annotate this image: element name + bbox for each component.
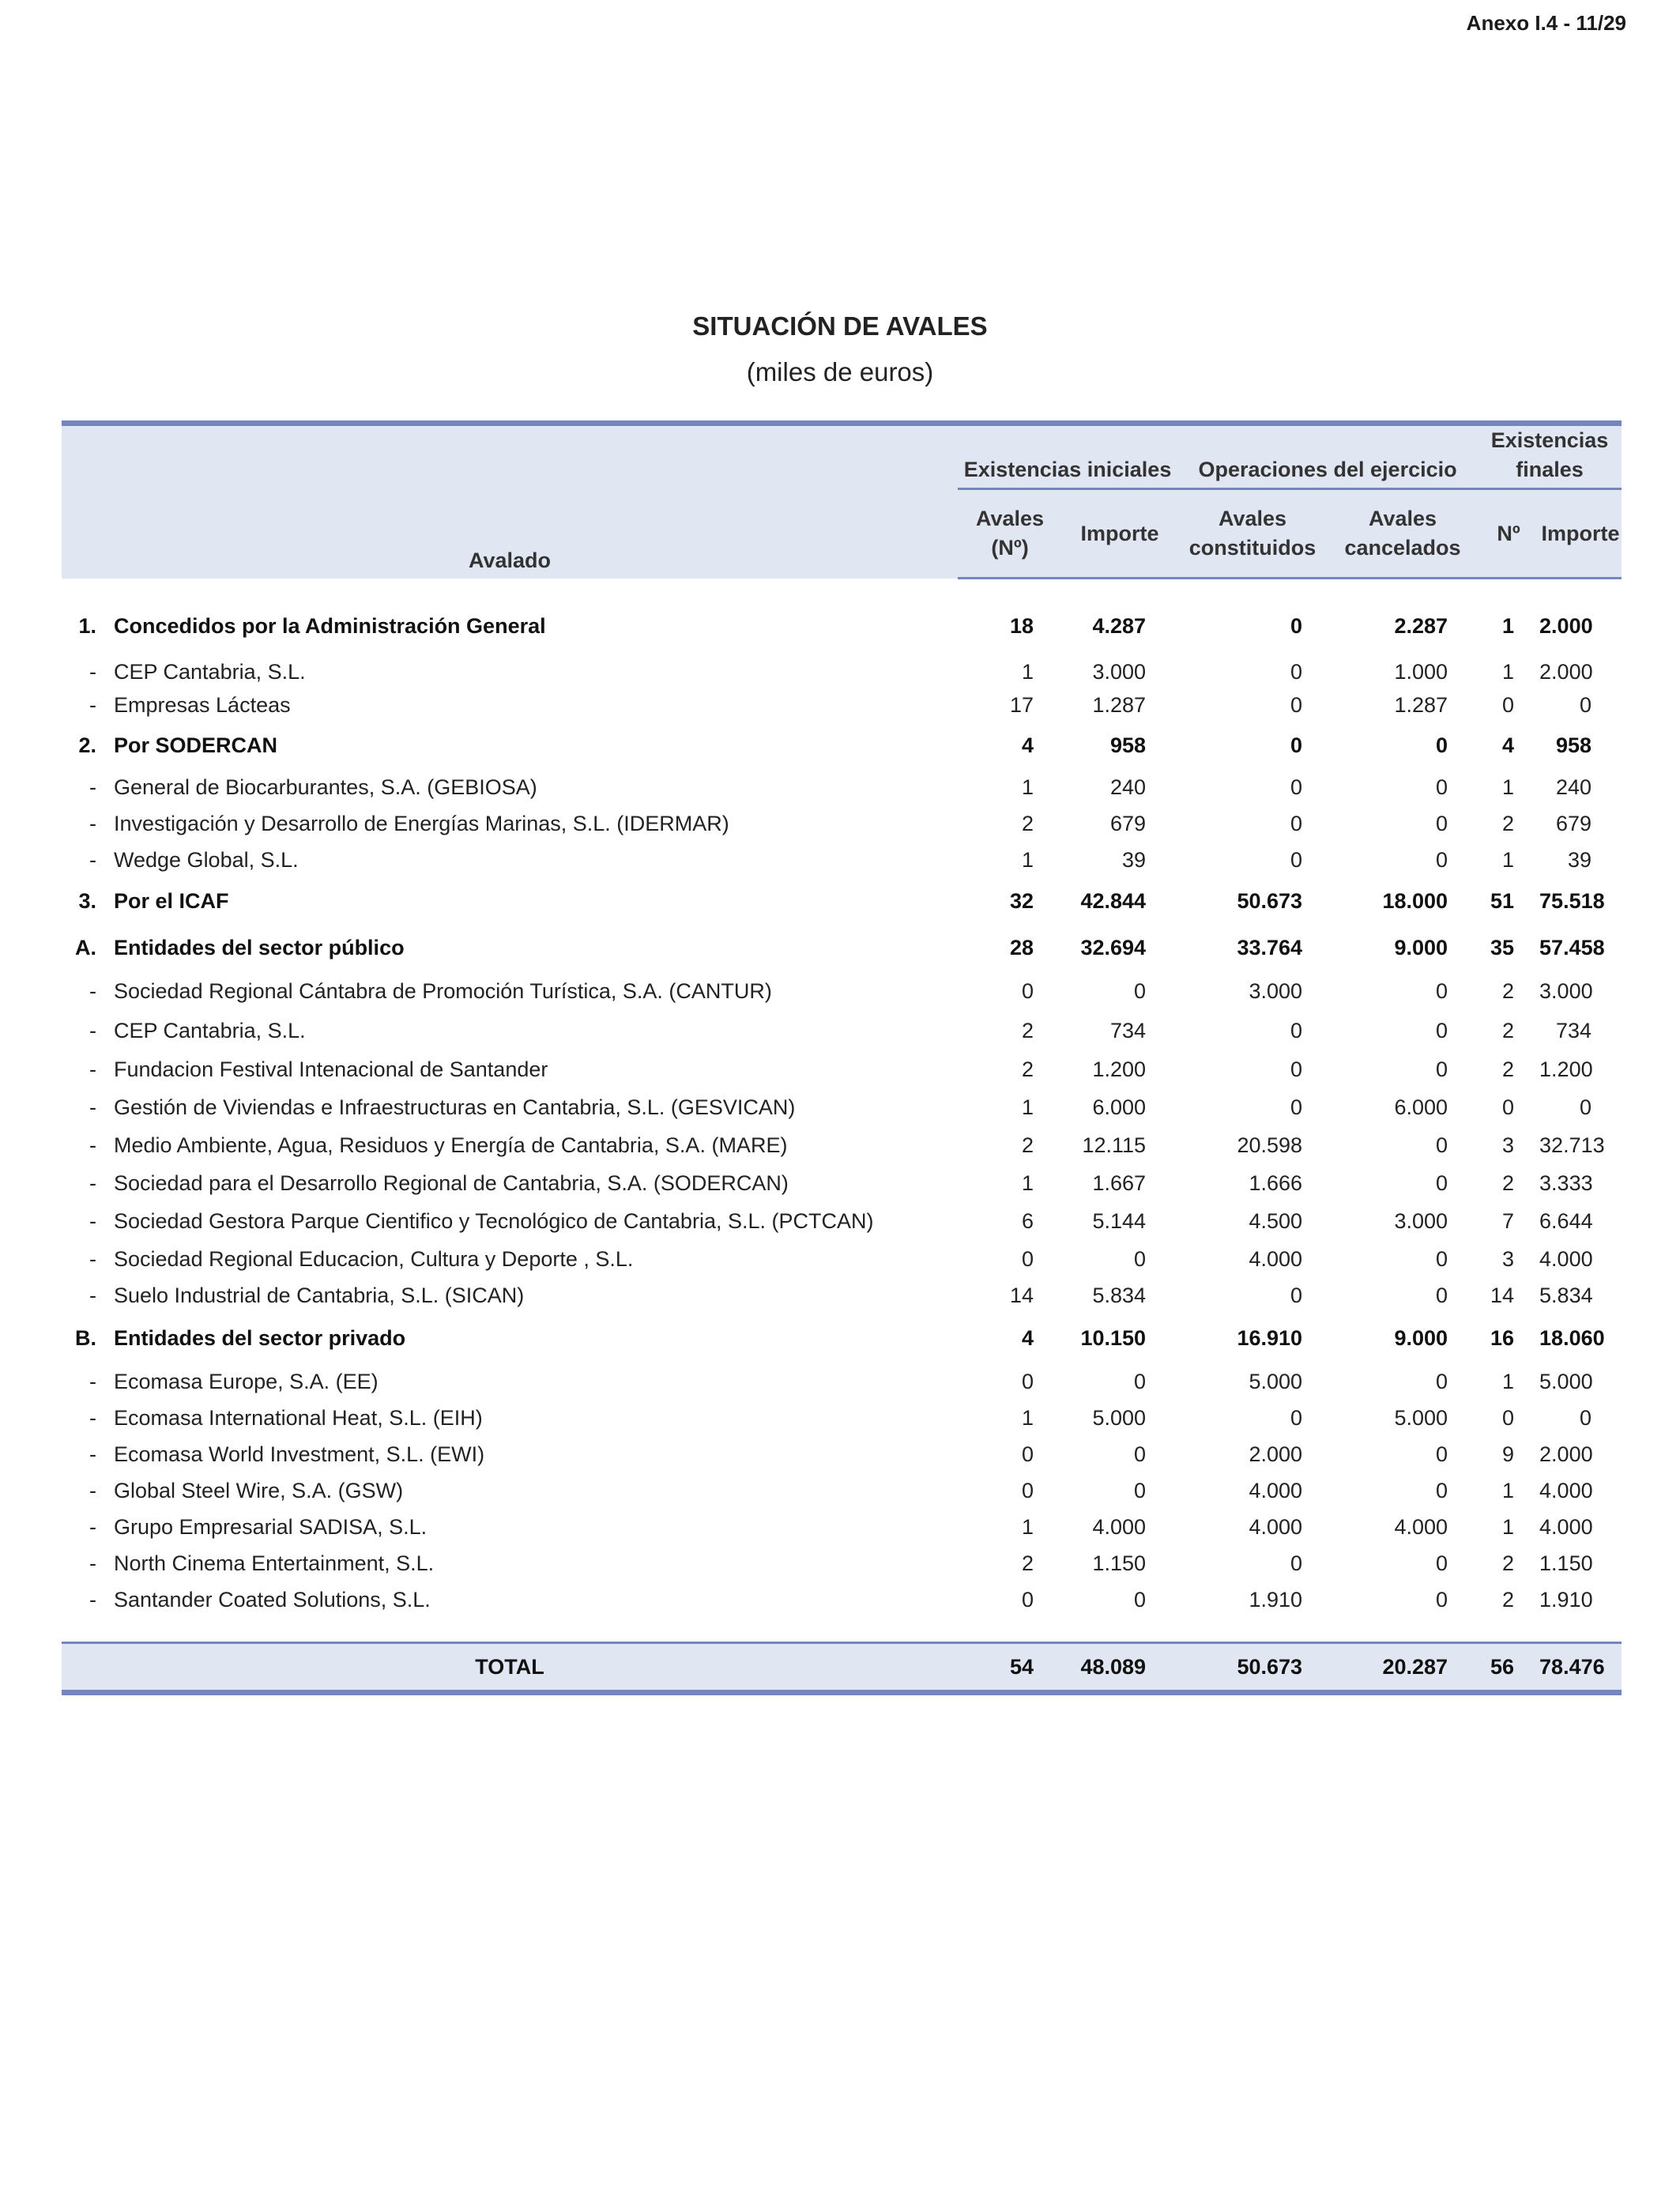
cell-n-final: 16: [1490, 1325, 1515, 1350]
cell-importe: 0: [1134, 1246, 1147, 1271]
cell-importe: 42.844: [1080, 888, 1147, 913]
cell-cancelados: 0: [1436, 978, 1448, 1003]
cell-avales: 0: [1021, 1478, 1034, 1502]
table-row: [62, 1126, 1622, 1164]
cell-cancelados: 0: [1436, 1133, 1448, 1157]
row-label: Ecomasa International Heat, S.L. (EIH): [114, 1405, 483, 1430]
cell-avales: 2: [1021, 1057, 1034, 1081]
cell-importe-final: 4.000: [1539, 1246, 1593, 1271]
cell-cancelados: 0: [1436, 811, 1448, 835]
row-label: Medio Ambiente, Agua, Residuos y Energía de Cantabria, S.A. (MARE): [114, 1133, 788, 1157]
table-row: [62, 1363, 1622, 1400]
table-row: [62, 655, 1622, 688]
row-label: Entidades del sector privado: [114, 1325, 406, 1350]
cell-importe-final: 1.910: [1539, 1587, 1593, 1612]
cell-importe-final: 5.834: [1539, 1283, 1593, 1307]
cell-n-final: 4: [1502, 733, 1515, 757]
cell-importe: 4.000: [1092, 1514, 1147, 1539]
row-label: Sociedad Regional Cántabra de Promoción Turística, S.A. (CANTUR): [114, 978, 772, 1003]
cell-importe: 4.287: [1092, 613, 1147, 638]
row-number: -: [89, 1442, 96, 1466]
row-label: CEP Cantabria, S.L.: [114, 1018, 306, 1042]
cell-avales: 1: [1021, 1095, 1034, 1119]
cell-cancelados: 9.000: [1394, 1325, 1448, 1350]
table-row: [62, 1472, 1622, 1509]
row-label: Wedge Global, S.L.: [114, 847, 299, 872]
cell-constituidos: 0: [1290, 613, 1303, 638]
row-label: CEP Cantabria, S.L.: [114, 659, 306, 684]
table-row: [62, 1545, 1622, 1581]
header-avales-cancelados: Avales cancelados: [1328, 489, 1478, 579]
cell-importe-final: 0: [1580, 692, 1592, 717]
section-row: [62, 1313, 1622, 1363]
cell-constituidos: 0: [1290, 775, 1303, 799]
row-label: General de Biocarburantes, S.A. (GEBIOSA): [114, 775, 537, 799]
cell-cancelados: 0: [1436, 847, 1448, 872]
cell-avales: 1: [1021, 1405, 1034, 1430]
cell-importe: 32.694: [1080, 935, 1147, 959]
row-label: Global Steel Wire, S.A. (GSW): [114, 1478, 404, 1502]
cell-cancelados: 6.000: [1394, 1095, 1448, 1119]
cell-importe-final: 3.333: [1539, 1171, 1593, 1195]
cell-constituidos: 20.598: [1237, 1133, 1303, 1157]
cell-constituidos: 0: [1290, 692, 1303, 717]
table-row: [62, 1050, 1622, 1088]
table-row: [62, 1011, 1622, 1050]
header-avales-n: Avales (Nº): [958, 489, 1062, 579]
cell-constituidos: 50.673: [1237, 888, 1303, 913]
table-row: [62, 688, 1622, 722]
cell-cancelados: 0: [1436, 1478, 1448, 1502]
row-number: -: [89, 1171, 96, 1195]
cell-importe: 734: [1109, 1018, 1147, 1042]
cell-importe-final: 32.713: [1539, 1133, 1605, 1157]
cell-constituidos: 4.000: [1249, 1478, 1303, 1502]
total-cancelados: 20.287: [1328, 1643, 1478, 1693]
cell-avales: 1: [1021, 1514, 1034, 1539]
cell-importe: 0: [1134, 1587, 1147, 1612]
section-row: [62, 597, 1622, 655]
row-number: -: [89, 1208, 96, 1233]
row-label: Entidades del sector público: [114, 935, 405, 959]
cell-importe-final: 958: [1555, 733, 1592, 757]
cell-importe-final: 6.644: [1539, 1208, 1593, 1233]
cell-cancelados: 0: [1436, 1587, 1448, 1612]
cell-avales: 0: [1021, 1246, 1034, 1271]
row-number: -: [89, 1587, 96, 1612]
row-number: -: [89, 1018, 96, 1042]
cell-constituidos: 0: [1290, 1283, 1303, 1307]
total-importe: 48.089: [1062, 1643, 1177, 1693]
row-number: A.: [75, 935, 96, 959]
cell-constituidos: 4.000: [1249, 1246, 1303, 1271]
cell-importe-final: 2.000: [1539, 1442, 1593, 1466]
table-spacer: [62, 579, 1622, 598]
cell-constituidos: 0: [1290, 659, 1303, 684]
cell-n-final: 2: [1502, 978, 1515, 1003]
cell-avales: 2: [1021, 1018, 1034, 1042]
cell-n-final: 0: [1502, 692, 1515, 717]
cell-avales: 2: [1021, 1133, 1034, 1157]
cell-importe: 1.667: [1092, 1171, 1147, 1195]
row-number: -: [89, 1405, 96, 1430]
cell-cancelados: 18.000: [1382, 888, 1448, 913]
cell-cancelados: 1.287: [1394, 692, 1448, 717]
cell-importe: 0: [1134, 978, 1147, 1003]
cell-importe: 240: [1109, 775, 1147, 799]
row-label: Sociedad Gestora Parque Cientifico y Tecnológico de Cantabria, S.L. (PCTCAN): [114, 1208, 874, 1233]
cell-constituidos: 1.910: [1249, 1587, 1303, 1612]
cell-cancelados: 0: [1436, 1171, 1448, 1195]
table-row: [62, 1278, 1622, 1313]
cell-importe-final: 734: [1555, 1018, 1592, 1042]
cell-cancelados: 0: [1436, 1551, 1448, 1575]
cell-importe: 39: [1121, 847, 1147, 872]
cell-n-final: 1: [1502, 775, 1515, 799]
cell-importe-final: 240: [1555, 775, 1592, 799]
cell-importe-final: 75.518: [1539, 888, 1605, 913]
cell-avales: 4: [1021, 1325, 1034, 1350]
section-row: [62, 878, 1622, 924]
row-label: Fundacion Festival Intenacional de Santander: [114, 1057, 548, 1081]
cell-avales: 0: [1021, 1587, 1034, 1612]
total-avales: 54: [958, 1643, 1062, 1693]
cell-importe: 0: [1134, 1369, 1147, 1393]
cell-n-final: 3: [1502, 1133, 1515, 1157]
cell-constituidos: 5.000: [1249, 1369, 1303, 1393]
cell-constituidos: 3.000: [1249, 978, 1303, 1003]
row-label: Concedidos por la Administración General: [114, 613, 546, 638]
cell-constituidos: 4.500: [1249, 1208, 1303, 1233]
cell-constituidos: 4.000: [1249, 1514, 1303, 1539]
table-row: [62, 1509, 1622, 1545]
cell-n-final: 9: [1502, 1442, 1515, 1466]
cell-avales: 14: [1009, 1283, 1034, 1307]
row-label: Sociedad Regional Educacion, Cultura y Deporte , S.L.: [114, 1246, 634, 1271]
cell-cancelados: 5.000: [1394, 1405, 1448, 1430]
row-number: -: [89, 1133, 96, 1157]
row-label: North Cinema Entertainment, S.L.: [114, 1551, 435, 1575]
cell-n-final: 7: [1502, 1208, 1515, 1233]
row-label: Por SODERCAN: [114, 733, 278, 757]
cell-constituidos: 0: [1290, 811, 1303, 835]
row-label: Grupo Empresarial SADISA, S.L.: [114, 1514, 428, 1539]
cell-cancelados: 1.000: [1394, 659, 1448, 684]
cell-importe-final: 4.000: [1539, 1478, 1593, 1502]
table-row: [62, 769, 1622, 805]
table-spacer: [62, 1618, 1622, 1643]
cell-n-final: 2: [1502, 1171, 1515, 1195]
cell-importe-final: 57.458: [1539, 935, 1605, 959]
cell-cancelados: 0: [1436, 733, 1448, 757]
cell-constituidos: 0: [1290, 1018, 1303, 1042]
cell-importe-final: 5.000: [1539, 1369, 1593, 1393]
table-row: [62, 1164, 1622, 1202]
cell-cancelados: 0: [1436, 1018, 1448, 1042]
cell-n-final: 2: [1502, 1551, 1515, 1575]
cell-n-final: 2: [1502, 1057, 1515, 1081]
page-subtitle: (miles de euros): [746, 357, 934, 386]
cell-importe-final: 1.200: [1539, 1057, 1593, 1081]
header-avalado: Avalado: [62, 424, 958, 579]
header-importe: Importe: [1062, 489, 1177, 579]
header-avales-constituidos: Avales constituidos: [1177, 489, 1328, 579]
cell-importe-final: 0: [1580, 1095, 1592, 1119]
cell-importe: 0: [1134, 1442, 1147, 1466]
total-n-final: 56: [1478, 1643, 1539, 1693]
cell-constituidos: 33.764: [1237, 935, 1303, 959]
row-label: Por el ICAF: [114, 888, 229, 913]
cell-importe-final: 4.000: [1539, 1514, 1593, 1539]
cell-cancelados: 3.000: [1394, 1208, 1448, 1233]
row-number: -: [89, 847, 96, 872]
cell-importe: 958: [1109, 733, 1147, 757]
row-number: -: [89, 1246, 96, 1271]
cell-constituidos: 16.910: [1237, 1325, 1303, 1350]
cell-n-final: 3: [1502, 1246, 1515, 1271]
row-label: Investigación y Desarrollo de Energías Marinas, S.L. (IDERMAR): [114, 811, 729, 835]
cell-cancelados: 0: [1436, 1057, 1448, 1081]
table-row: [62, 1202, 1622, 1240]
row-label: Empresas Lácteas: [114, 692, 291, 717]
cell-n-final: 51: [1490, 888, 1515, 913]
cell-importe-final: 679: [1555, 811, 1592, 835]
header-n-final: Nº: [1478, 489, 1539, 579]
cell-importe-final: 18.060: [1539, 1325, 1605, 1350]
total-importe-final: 78.476: [1539, 1643, 1622, 1693]
total-row: [62, 1643, 1622, 1693]
cell-n-final: 1: [1502, 613, 1515, 638]
row-label: Santander Coated Solutions, S.L.: [114, 1587, 431, 1612]
table-body: [62, 579, 1622, 1619]
cell-avales: 1: [1021, 1171, 1034, 1195]
cell-n-final: 1: [1502, 1478, 1515, 1502]
page-title: SITUACIÓN DE AVALES: [692, 311, 988, 341]
row-label: Ecomasa Europe, S.A. (EE): [114, 1369, 379, 1393]
cell-importe: 10.150: [1080, 1325, 1147, 1350]
cell-importe: 0: [1134, 1478, 1147, 1502]
cell-n-final: 1: [1502, 1369, 1515, 1393]
cell-n-final: 1: [1502, 1514, 1515, 1539]
cell-constituidos: 0: [1290, 1057, 1303, 1081]
cell-importe-final: 0: [1580, 1405, 1592, 1430]
table-row: [62, 1436, 1622, 1472]
cell-cancelados: 0: [1436, 1246, 1448, 1271]
row-number: -: [89, 978, 96, 1003]
row-number: -: [89, 659, 96, 684]
row-label: Ecomasa World Investment, S.L. (EWI): [114, 1442, 485, 1466]
row-number: B.: [75, 1325, 96, 1350]
row-label: Gestión de Viviendas e Infraestructuras en Cantabria, S.L. (GESVICAN): [114, 1095, 796, 1119]
cell-cancelados: 9.000: [1394, 935, 1448, 959]
cell-avales: 28: [1009, 935, 1034, 959]
cell-constituidos: 0: [1290, 1551, 1303, 1575]
row-number: -: [89, 1478, 96, 1502]
cell-importe: 5.834: [1092, 1283, 1147, 1307]
row-number: -: [89, 1283, 96, 1307]
header-operaciones-ejercicio: Operaciones del ejercicio: [1177, 424, 1478, 489]
cell-constituidos: 1.666: [1249, 1171, 1303, 1195]
table-footer: [62, 1618, 1622, 1693]
row-label: Suelo Industrial de Cantabria, S.L. (SICAN): [114, 1283, 525, 1307]
section-row: [62, 924, 1622, 971]
row-number: 2.: [78, 733, 96, 757]
total-label: TOTAL: [62, 1643, 958, 1693]
table-row: [62, 1581, 1622, 1618]
cell-n-final: 35: [1490, 935, 1515, 959]
cell-avales: 0: [1021, 1442, 1034, 1466]
cell-n-final: 0: [1502, 1405, 1515, 1430]
cell-constituidos: 0: [1290, 1405, 1303, 1430]
table-row: [62, 1240, 1622, 1278]
cell-avales: 18: [1009, 613, 1034, 638]
cell-avales: 6: [1021, 1208, 1034, 1233]
row-number: -: [89, 692, 96, 717]
cell-avales: 2: [1021, 811, 1034, 835]
row-number: -: [89, 1514, 96, 1539]
cell-importe: 5.144: [1092, 1208, 1147, 1233]
cell-importe: 1.200: [1092, 1057, 1147, 1081]
cell-n-final: 2: [1502, 811, 1515, 835]
cell-cancelados: 0: [1436, 1283, 1448, 1307]
row-number: -: [89, 1057, 96, 1081]
cell-cancelados: 4.000: [1394, 1514, 1448, 1539]
cell-avales: 1: [1021, 775, 1034, 799]
cell-importe-final: 1.150: [1539, 1551, 1593, 1575]
cell-cancelados: 0: [1436, 1369, 1448, 1393]
row-number: -: [89, 1551, 96, 1575]
cell-constituidos: 0: [1290, 733, 1303, 757]
total-constituidos: 50.673: [1177, 1643, 1328, 1693]
cell-constituidos: 0: [1290, 1095, 1303, 1119]
row-label: Sociedad para el Desarrollo Regional de Cantabria, S.A. (SODERCAN): [114, 1171, 789, 1195]
cell-n-final: 1: [1502, 847, 1515, 872]
cell-importe: 679: [1109, 811, 1147, 835]
header-importe-final: Importe: [1539, 489, 1622, 579]
cell-avales: 4: [1021, 733, 1034, 757]
header-existencias-finales: Existencias finales: [1478, 424, 1622, 489]
cell-importe: 3.000: [1092, 659, 1147, 684]
row-number: -: [89, 1369, 96, 1393]
cell-importe-final: 2.000: [1539, 659, 1593, 684]
cell-avales: 0: [1021, 978, 1034, 1003]
cell-avales: 32: [1009, 888, 1034, 913]
cell-constituidos: 0: [1290, 847, 1303, 872]
cell-n-final: 14: [1490, 1283, 1515, 1307]
cell-cancelados: 0: [1436, 775, 1448, 799]
row-number: 1.: [78, 613, 96, 638]
table-row: [62, 805, 1622, 842]
row-number: -: [89, 1095, 96, 1119]
cell-cancelados: 2.287: [1394, 613, 1448, 638]
cell-importe: 6.000: [1092, 1095, 1147, 1119]
cell-avales: 2: [1021, 1551, 1034, 1575]
cell-importe-final: 3.000: [1539, 978, 1593, 1003]
cell-importe-final: 2.000: [1539, 613, 1593, 638]
row-number: -: [89, 811, 96, 835]
cell-avales: 17: [1009, 692, 1034, 717]
header-existencias-iniciales: Existencias iniciales: [958, 424, 1177, 489]
cell-importe: 12.115: [1082, 1133, 1147, 1157]
table-row: [62, 842, 1622, 878]
cell-importe: 1.287: [1092, 692, 1147, 717]
cell-avales: 1: [1021, 847, 1034, 872]
cell-n-final: 1: [1502, 659, 1515, 684]
cell-avales: 1: [1021, 659, 1034, 684]
cell-n-final: 0: [1502, 1095, 1515, 1119]
cell-constituidos: 2.000: [1249, 1442, 1303, 1466]
cell-importe: 5.000: [1092, 1405, 1147, 1430]
row-number: -: [89, 775, 96, 799]
row-number: 3.: [78, 888, 96, 913]
avales-table: [62, 420, 1622, 1695]
cell-importe-final: 39: [1568, 847, 1592, 872]
table-row: [62, 1400, 1622, 1436]
section-row: [62, 722, 1622, 769]
page-reference: Anexo I.4 - 11/29: [1466, 11, 1626, 35]
cell-avales: 0: [1021, 1369, 1034, 1393]
table-row: [62, 971, 1622, 1011]
table-row: [62, 1088, 1622, 1126]
cell-n-final: 2: [1502, 1018, 1515, 1042]
cell-importe: 1.150: [1092, 1551, 1147, 1575]
cell-n-final: 2: [1502, 1587, 1515, 1612]
cell-cancelados: 0: [1436, 1442, 1448, 1466]
